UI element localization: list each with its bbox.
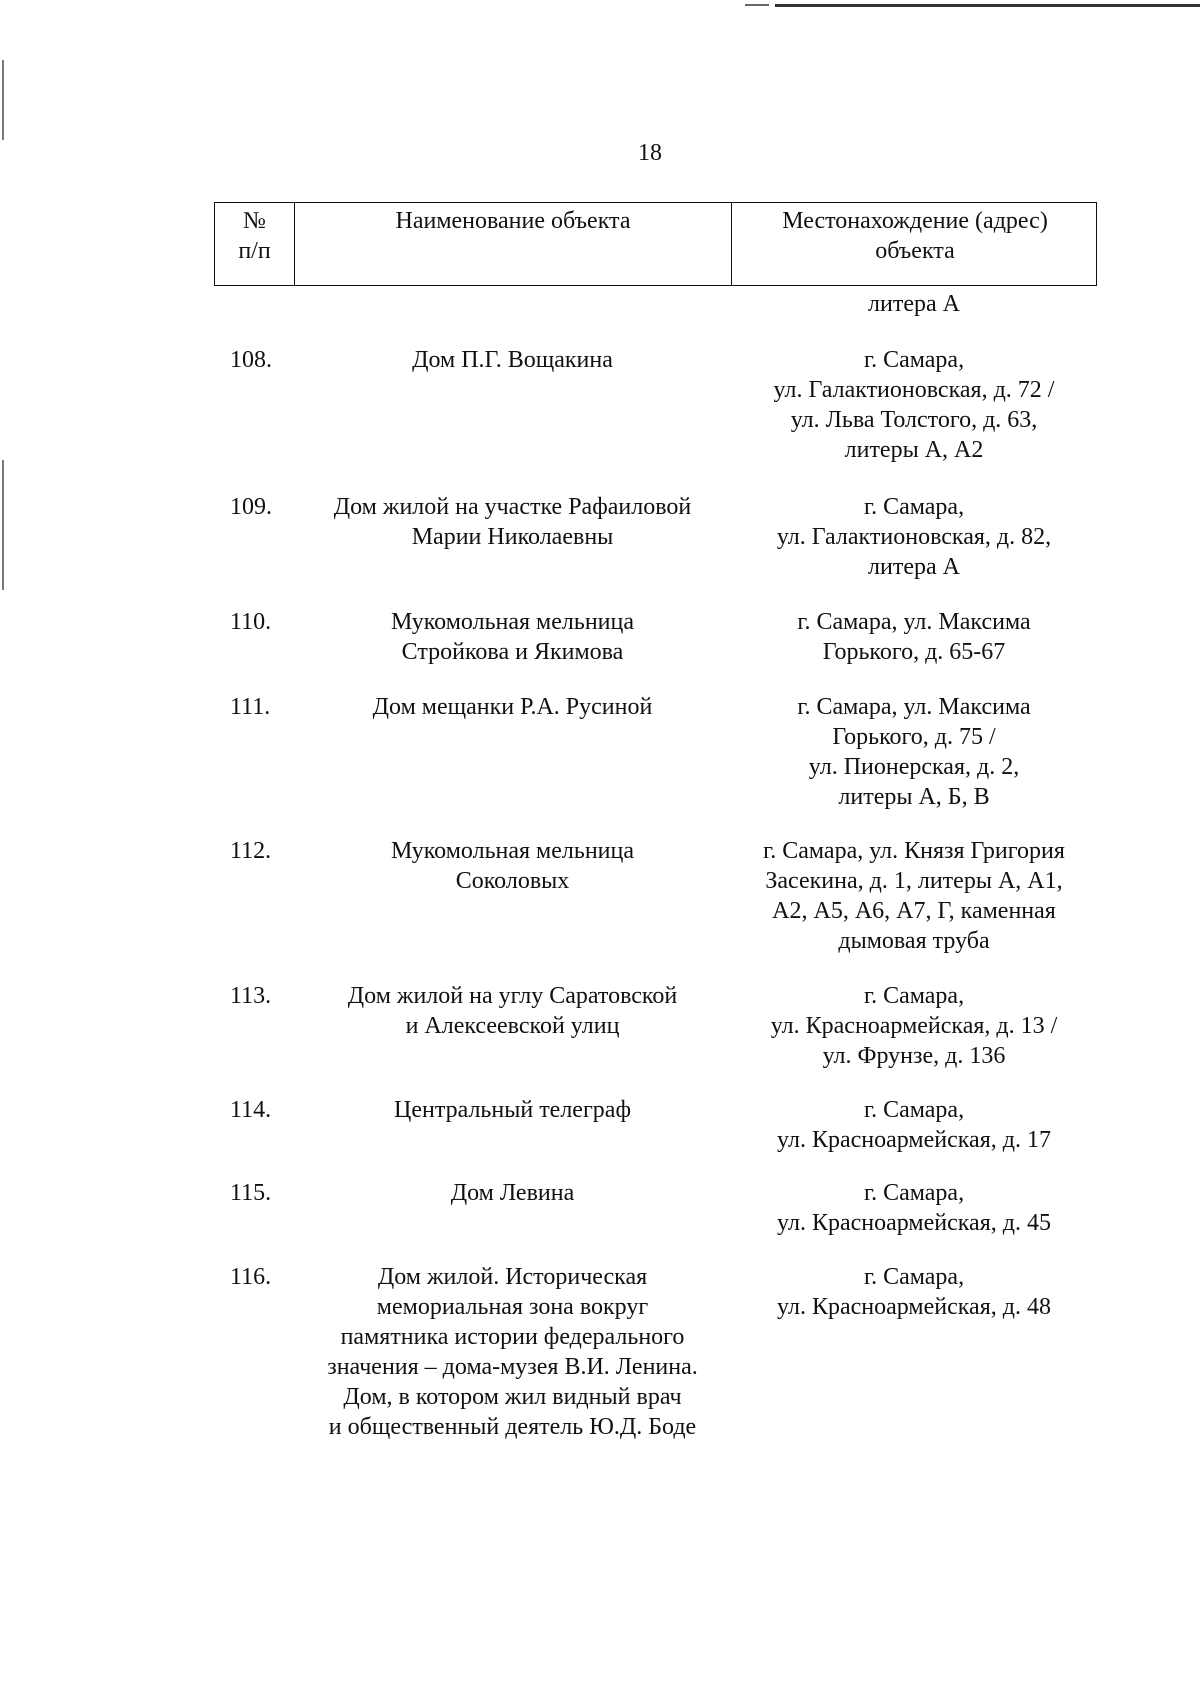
object-name-line: Центральный телеграф <box>393 1097 632 1123</box>
object-name <box>294 981 731 1041</box>
object-address-line: ул. Красноармейская, д. 48 <box>777 1294 1051 1320</box>
left-edge-mark <box>2 60 4 140</box>
object-name-line: Стройкова и Якимова <box>401 639 624 665</box>
object-name-line: Дом П.Г. Вощакина <box>412 347 613 373</box>
object-address-line: ул. Льва Толстого, д. 63, <box>790 407 1038 433</box>
object-address-line: г. Самара, <box>863 1097 965 1123</box>
object-name-line: Соколовых <box>455 868 570 894</box>
object-address-line: ул. Фрунзе, д. 136 <box>822 1043 1006 1069</box>
row-number: 111. <box>230 694 271 720</box>
object-name <box>294 692 731 722</box>
header-address-column <box>732 203 1098 285</box>
header-number-label: п/п <box>238 238 271 264</box>
object-address-line: А2, А5, А6, А7, Г, каменная <box>772 898 1056 924</box>
object-address-line: г. Самара, <box>863 347 965 373</box>
object-address-line: ул. Галактионовская, д. 72 / <box>773 377 1055 403</box>
object-name-line: Дом Левина <box>450 1180 575 1206</box>
object-address <box>731 345 1097 465</box>
object-address-line: г. Самара, <box>863 1264 965 1290</box>
object-address-line: литеры А, Б, В <box>838 784 990 810</box>
header-name-column <box>295 203 732 285</box>
object-name-line: значения – дома-музея В.И. Ленина. <box>327 1354 698 1380</box>
object-address <box>731 1262 1097 1322</box>
left-edge-mark <box>2 460 4 590</box>
table-header <box>214 202 1097 286</box>
object-address-line: ул. Красноармейская, д. 45 <box>777 1210 1051 1236</box>
object-name <box>294 345 731 375</box>
row-number: 112. <box>230 838 272 864</box>
header-address-label: объекта <box>875 238 955 264</box>
carryover-address: литера А <box>868 291 960 317</box>
object-address-line: Засекина, д. 1, литеры А, А1, <box>765 868 1063 894</box>
object-address-line: Горького, д. 65-67 <box>822 639 1006 665</box>
object-address-line: г. Самара, <box>863 494 965 520</box>
row-number: 116. <box>230 1264 272 1290</box>
row-number: 114. <box>230 1097 272 1123</box>
object-address <box>731 692 1097 812</box>
object-address-line: ул. Красноармейская, д. 17 <box>777 1127 1051 1153</box>
object-address-line: ул. Галактионовская, д. 82, <box>776 524 1052 550</box>
object-name-line: Марии Николаевны <box>411 524 614 550</box>
object-name-line: Дом жилой на участке Рафаиловой <box>333 494 692 520</box>
object-address-line: г. Самара, ул. Максима <box>797 609 1031 635</box>
row-number: 115. <box>230 1180 272 1206</box>
object-name <box>294 1262 731 1442</box>
header-number-column <box>215 203 295 285</box>
object-name <box>294 1095 731 1125</box>
object-name-line: мемориальная зона вокруг <box>376 1294 649 1320</box>
object-name <box>294 607 731 667</box>
object-name-line: Дом жилой. Историческая <box>377 1264 648 1290</box>
object-name <box>294 836 731 896</box>
header-name-label: Наименование объекта <box>395 208 631 234</box>
object-address-line: г. Самара, ул. Князя Григория <box>763 838 1065 864</box>
object-name <box>294 1178 731 1208</box>
object-name-line: памятника истории федерального <box>340 1324 685 1350</box>
object-address-line: Горького, д. 75 / <box>832 724 996 750</box>
page-number: 18 <box>638 140 662 166</box>
top-edge-rule <box>775 4 1200 7</box>
object-name <box>294 492 731 552</box>
object-address <box>731 1095 1097 1155</box>
object-name-line: Дом мещанки Р.А. Русиной <box>372 694 653 720</box>
object-address <box>731 981 1097 1071</box>
object-address <box>731 1178 1097 1238</box>
object-name-line: Дом, в котором жил видный врач <box>343 1384 682 1410</box>
object-name-line: Мукомольная мельница <box>391 609 634 635</box>
row-number: 108. <box>230 347 272 373</box>
row-number: 109. <box>230 494 272 520</box>
object-address <box>731 492 1097 582</box>
object-address-line: ул. Пионерская, д. 2, <box>808 754 1020 780</box>
object-address-line: г. Самара, <box>863 1180 965 1206</box>
object-name-line: и Алексеевской улиц <box>405 1013 620 1039</box>
object-address-line: г. Самара, <box>863 983 965 1009</box>
row-number: 113. <box>230 983 272 1009</box>
object-name-line: Мукомольная мельница <box>391 838 634 864</box>
header-number-label: № <box>243 208 266 234</box>
row-number: 110. <box>230 609 272 635</box>
header-address-label: Местонахождение (адрес) <box>782 208 1048 234</box>
object-name-line: и общественный деятель Ю.Д. Боде <box>328 1414 697 1440</box>
object-name-line: Дом жилой на углу Саратовской <box>347 983 678 1009</box>
object-address-line: литеры А, А2 <box>844 437 984 463</box>
object-address <box>731 607 1097 667</box>
top-edge-mark <box>745 4 769 6</box>
object-address-line: г. Самара, ул. Максима <box>797 694 1031 720</box>
object-address-line: дымовая труба <box>838 928 990 954</box>
object-address-line: литера А <box>868 554 960 580</box>
object-address-line: ул. Красноармейская, д. 13 / <box>770 1013 1058 1039</box>
object-address <box>731 836 1097 956</box>
